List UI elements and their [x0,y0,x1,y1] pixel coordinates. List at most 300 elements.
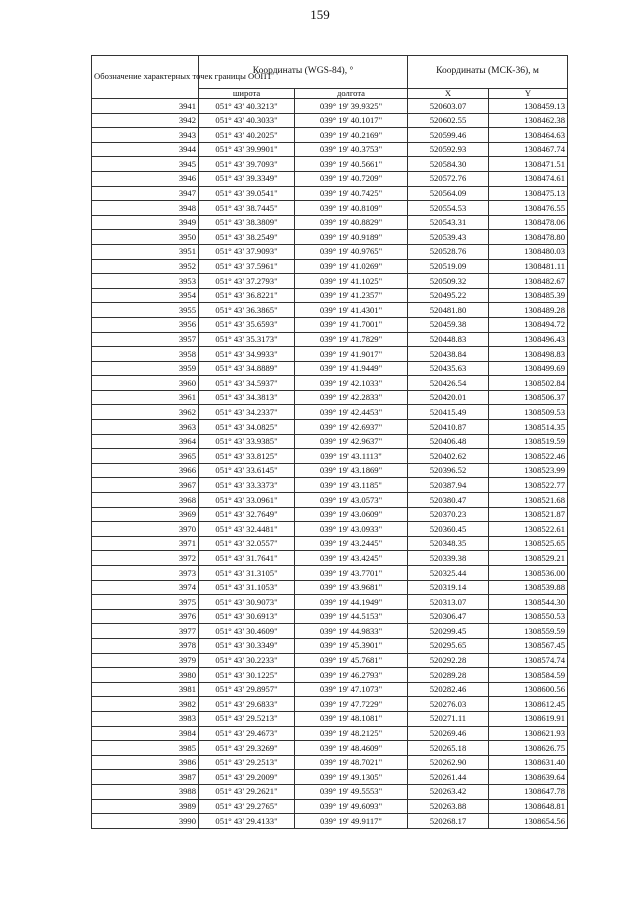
longitude-cell: 039° 19' 45.3901" [295,638,408,653]
y-cell: 1308462.38 [489,113,568,128]
y-cell: 1308584.59 [489,668,568,683]
table-row [92,171,568,186]
longitude-cell: 039° 19' 40.9189" [295,230,408,245]
y-cell: 1308521.68 [489,493,568,508]
x-cell: 520271.11 [408,711,489,726]
latitude-cell: 051° 43' 36.8221" [199,288,295,303]
latitude-cell: 051° 43' 29.6833" [199,697,295,712]
y-cell: 1308464.63 [489,128,568,143]
table-row [92,244,568,259]
latitude-cell: 051° 43' 34.2337" [199,405,295,420]
y-cell: 1308647.78 [489,784,568,799]
latitude-cell: 051° 43' 33.6145" [199,463,295,478]
table-row [92,449,568,464]
table-row [92,755,568,770]
table-row [92,390,568,405]
longitude-cell: 039° 19' 40.8109" [295,201,408,216]
y-cell: 1308474.61 [489,171,568,186]
y-cell: 1308489.28 [489,303,568,318]
point-id-cell: 3969 [92,507,199,522]
y-cell: 1308522.77 [489,478,568,493]
table-row [92,668,568,683]
header-point-designation: Обозначение характерных точек границы ООПТ [92,56,199,99]
y-cell: 1308478.80 [489,230,568,245]
x-cell: 520438.84 [408,347,489,362]
header-y: Y [489,89,568,99]
latitude-cell: 051° 43' 32.4481" [199,522,295,537]
point-id-cell: 3963 [92,420,199,435]
x-cell: 520261.44 [408,770,489,785]
point-id-cell: 3985 [92,741,199,756]
longitude-cell: 039° 19' 41.7829" [295,332,408,347]
x-cell: 520380.47 [408,493,489,508]
x-cell: 520265.18 [408,741,489,756]
point-id-cell: 3962 [92,405,199,420]
latitude-cell: 051° 43' 31.3105" [199,566,295,581]
point-id-cell: 3972 [92,551,199,566]
latitude-cell: 051° 43' 39.0541" [199,186,295,201]
table-row [92,230,568,245]
y-cell: 1308519.59 [489,434,568,449]
y-cell: 1308471.51 [489,157,568,172]
table-row [92,142,568,157]
x-cell: 520448.83 [408,332,489,347]
table-row [92,711,568,726]
point-id-cell: 3976 [92,609,199,624]
longitude-cell: 039° 19' 44.5153" [295,609,408,624]
x-cell: 520360.45 [408,522,489,537]
x-cell: 520325.44 [408,566,489,581]
table-row [92,682,568,697]
table-row [92,274,568,289]
latitude-cell: 051° 43' 29.2621" [199,784,295,799]
x-cell: 520292.28 [408,653,489,668]
latitude-cell: 051° 43' 36.3865" [199,303,295,318]
longitude-cell: 039° 19' 41.4301" [295,303,408,318]
longitude-cell: 039° 19' 40.7209" [295,171,408,186]
y-cell: 1308478.06 [489,215,568,230]
x-cell: 520295.65 [408,638,489,653]
y-cell: 1308480.03 [489,244,568,259]
point-id-cell: 3965 [92,449,199,464]
point-id-cell: 3961 [92,390,199,405]
y-cell: 1308529.21 [489,551,568,566]
longitude-cell: 039° 19' 41.9017" [295,347,408,362]
x-cell: 520313.07 [408,595,489,610]
point-id-cell: 3953 [92,274,199,289]
x-cell: 520426.54 [408,376,489,391]
x-cell: 520495.22 [408,288,489,303]
y-cell: 1308523.99 [489,463,568,478]
x-cell: 520339.38 [408,551,489,566]
y-cell: 1308522.61 [489,522,568,537]
latitude-cell: 051° 43' 34.0825" [199,420,295,435]
table-row [92,478,568,493]
latitude-cell: 051° 43' 29.4133" [199,814,295,829]
table-body [92,99,568,829]
x-cell: 520435.63 [408,361,489,376]
point-id-cell: 3977 [92,624,199,639]
longitude-cell: 039° 19' 43.0573" [295,493,408,508]
table-row [92,288,568,303]
x-cell: 520276.03 [408,697,489,712]
point-id-cell: 3975 [92,595,199,610]
table-row [92,697,568,712]
latitude-cell: 051° 43' 39.3349" [199,171,295,186]
x-cell: 520396.52 [408,463,489,478]
latitude-cell: 051° 43' 29.4673" [199,726,295,741]
y-cell: 1308612.45 [489,697,568,712]
point-id-cell: 3944 [92,142,199,157]
x-cell: 520564.09 [408,186,489,201]
x-cell: 520554.53 [408,201,489,216]
table-row [92,536,568,551]
point-id-cell: 3982 [92,697,199,712]
page-number: 159 [310,7,330,22]
y-cell: 1308481.11 [489,259,568,274]
table-row [92,186,568,201]
point-id-cell: 3979 [92,653,199,668]
x-cell: 520572.76 [408,171,489,186]
latitude-cell: 051° 43' 34.9933" [199,347,295,362]
longitude-cell: 039° 19' 40.3753" [295,142,408,157]
table-row [92,303,568,318]
x-cell: 520306.47 [408,609,489,624]
y-cell: 1308467.74 [489,142,568,157]
longitude-cell: 039° 19' 39.9325" [295,99,408,114]
y-cell: 1308514.35 [489,420,568,435]
coordinates-table [91,55,568,829]
longitude-cell: 039° 19' 48.7021" [295,755,408,770]
header-wgs84: Координаты (WGS-84), ° [199,56,408,89]
x-cell: 520387.94 [408,478,489,493]
table-row [92,595,568,610]
longitude-cell: 039° 19' 43.4245" [295,551,408,566]
x-cell: 520584.30 [408,157,489,172]
point-id-cell: 3990 [92,814,199,829]
latitude-cell: 051° 43' 30.6913" [199,609,295,624]
longitude-cell: 039° 19' 43.0933" [295,522,408,537]
latitude-cell: 051° 43' 29.5213" [199,711,295,726]
longitude-cell: 039° 19' 44.1949" [295,595,408,610]
point-id-cell: 3958 [92,347,199,362]
longitude-cell: 039° 19' 40.1017" [295,113,408,128]
point-id-cell: 3964 [92,434,199,449]
latitude-cell: 051° 43' 34.3813" [199,390,295,405]
table-row [92,653,568,668]
latitude-cell: 051° 43' 32.0557" [199,536,295,551]
point-id-cell: 3970 [92,522,199,537]
y-cell: 1308654.56 [489,814,568,829]
table-row [92,741,568,756]
x-cell: 520299.45 [408,624,489,639]
longitude-cell: 039° 19' 42.2833" [295,390,408,405]
y-cell: 1308485.39 [489,288,568,303]
x-cell: 520602.55 [408,113,489,128]
latitude-cell: 051° 43' 30.1225" [199,668,295,683]
x-cell: 520402.62 [408,449,489,464]
latitude-cell: 051° 43' 33.0961" [199,493,295,508]
longitude-cell: 039° 19' 43.1113" [295,449,408,464]
latitude-cell: 051° 43' 33.9385" [199,434,295,449]
longitude-cell: 039° 19' 40.7425" [295,186,408,201]
y-cell: 1308494.72 [489,317,568,332]
x-cell: 520599.46 [408,128,489,143]
x-cell: 520268.17 [408,814,489,829]
y-cell: 1308522.46 [489,449,568,464]
longitude-cell: 039° 19' 47.7229" [295,697,408,712]
point-id-cell: 3968 [92,493,199,508]
y-cell: 1308475.13 [489,186,568,201]
latitude-cell: 051° 43' 31.7641" [199,551,295,566]
y-cell: 1308639.64 [489,770,568,785]
x-cell: 520282.46 [408,682,489,697]
latitude-cell: 051° 43' 31.1053" [199,580,295,595]
table-row [92,128,568,143]
y-cell: 1308476.55 [489,201,568,216]
table-row [92,405,568,420]
table-row [92,609,568,624]
latitude-cell: 051° 43' 34.5937" [199,376,295,391]
longitude-cell: 039° 19' 49.6093" [295,799,408,814]
point-id-cell: 3981 [92,682,199,697]
y-cell: 1308619.91 [489,711,568,726]
longitude-cell: 039° 19' 41.9449" [295,361,408,376]
point-id-cell: 3986 [92,755,199,770]
y-cell: 1308550.53 [489,609,568,624]
y-cell: 1308482.67 [489,274,568,289]
longitude-cell: 039° 19' 48.1081" [295,711,408,726]
table-row [92,259,568,274]
x-cell: 520481.80 [408,303,489,318]
longitude-cell: 039° 19' 42.4453" [295,405,408,420]
table-row [92,420,568,435]
y-cell: 1308600.56 [489,682,568,697]
table-row [92,113,568,128]
table-row [92,157,568,172]
y-cell: 1308539.88 [489,580,568,595]
point-id-cell: 3949 [92,215,199,230]
x-cell: 520410.87 [408,420,489,435]
latitude-cell: 051° 43' 29.3269" [199,741,295,756]
table-row [92,726,568,741]
x-cell: 520370.23 [408,507,489,522]
point-id-cell: 3948 [92,201,199,216]
longitude-cell: 039° 19' 40.9765" [295,244,408,259]
y-cell: 1308499.69 [489,361,568,376]
longitude-cell: 039° 19' 43.9681" [295,580,408,595]
header-msk36: Координаты (МСК-36), м [408,56,568,89]
point-id-cell: 3987 [92,770,199,785]
point-id-cell: 3983 [92,711,199,726]
point-id-cell: 3960 [92,376,199,391]
longitude-cell: 039° 19' 42.1033" [295,376,408,391]
longitude-cell: 039° 19' 42.9637" [295,434,408,449]
point-id-cell: 3955 [92,303,199,318]
table-row [92,638,568,653]
longitude-cell: 039° 19' 42.6937" [295,420,408,435]
x-cell: 520459.38 [408,317,489,332]
y-cell: 1308567.45 [489,638,568,653]
x-cell: 520319.14 [408,580,489,595]
longitude-cell: 039° 19' 43.7701" [295,566,408,581]
latitude-cell: 051° 43' 30.2233" [199,653,295,668]
header-latitude: широта [199,89,295,99]
latitude-cell: 051° 43' 30.9073" [199,595,295,610]
latitude-cell: 051° 43' 33.8125" [199,449,295,464]
longitude-cell: 039° 19' 44.9833" [295,624,408,639]
point-id-cell: 3945 [92,157,199,172]
y-cell: 1308502.84 [489,376,568,391]
table-row [92,814,568,829]
y-cell: 1308626.75 [489,741,568,756]
latitude-cell: 051° 43' 29.8957" [199,682,295,697]
table-row [92,99,568,114]
longitude-cell: 039° 19' 49.5553" [295,784,408,799]
latitude-cell: 051° 43' 37.2793" [199,274,295,289]
point-id-cell: 3974 [92,580,199,595]
point-id-cell: 3943 [92,128,199,143]
table-row [92,463,568,478]
point-id-cell: 3980 [92,668,199,683]
table-row [92,361,568,376]
longitude-cell: 039° 19' 46.2793" [295,668,408,683]
y-cell: 1308536.00 [489,566,568,581]
longitude-cell: 039° 19' 41.7001" [295,317,408,332]
table-row [92,784,568,799]
latitude-cell: 051° 43' 37.5961" [199,259,295,274]
x-cell: 520348.35 [408,536,489,551]
point-id-cell: 3978 [92,638,199,653]
y-cell: 1308574.74 [489,653,568,668]
table-row [92,507,568,522]
point-id-cell: 3959 [92,361,199,376]
header-x: X [408,89,489,99]
longitude-cell: 039° 19' 40.8829" [295,215,408,230]
longitude-cell: 039° 19' 48.4609" [295,741,408,756]
point-id-cell: 3984 [92,726,199,741]
y-cell: 1308544.30 [489,595,568,610]
latitude-cell: 051° 43' 37.9093" [199,244,295,259]
y-cell: 1308506.37 [489,390,568,405]
y-cell: 1308496.43 [489,332,568,347]
point-id-cell: 3973 [92,566,199,581]
y-cell: 1308621.93 [489,726,568,741]
longitude-cell: 039° 19' 43.1869" [295,463,408,478]
table-row [92,332,568,347]
point-id-cell: 3952 [92,259,199,274]
y-cell: 1308498.83 [489,347,568,362]
latitude-cell: 051° 43' 32.7649" [199,507,295,522]
longitude-cell: 039° 19' 43.0609" [295,507,408,522]
latitude-cell: 051° 43' 29.2009" [199,770,295,785]
table-row [92,580,568,595]
longitude-cell: 039° 19' 45.7681" [295,653,408,668]
latitude-cell: 051° 43' 30.4609" [199,624,295,639]
longitude-cell: 039° 19' 40.5661" [295,157,408,172]
y-cell: 1308648.81 [489,799,568,814]
table-row [92,522,568,537]
latitude-cell: 051° 43' 40.3033" [199,113,295,128]
x-cell: 520262.90 [408,755,489,770]
latitude-cell: 051° 43' 38.2549" [199,230,295,245]
table-row [92,317,568,332]
latitude-cell: 051° 43' 38.3809" [199,215,295,230]
x-cell: 520592.93 [408,142,489,157]
point-id-cell: 3988 [92,784,199,799]
latitude-cell: 051° 43' 34.8889" [199,361,295,376]
point-id-cell: 3967 [92,478,199,493]
table-row [92,566,568,581]
table-row [92,347,568,362]
point-id-cell: 3947 [92,186,199,201]
longitude-cell: 039° 19' 43.1185" [295,478,408,493]
y-cell: 1308509.53 [489,405,568,420]
table-row [92,434,568,449]
latitude-cell: 051° 43' 29.2765" [199,799,295,814]
x-cell: 520263.42 [408,784,489,799]
table-row [92,799,568,814]
table-header [92,56,568,99]
y-cell: 1308525.65 [489,536,568,551]
latitude-cell: 051° 43' 29.2513" [199,755,295,770]
table-row [92,376,568,391]
table-row [92,770,568,785]
x-cell: 520415.49 [408,405,489,420]
x-cell: 520263.88 [408,799,489,814]
x-cell: 520509.32 [408,274,489,289]
longitude-cell: 039° 19' 49.1305" [295,770,408,785]
table-row [92,201,568,216]
table-row [92,624,568,639]
y-cell: 1308631.40 [489,755,568,770]
latitude-cell: 051° 43' 35.6593" [199,317,295,332]
point-id-cell: 3941 [92,99,199,114]
point-id-cell: 3942 [92,113,199,128]
x-cell: 520603.07 [408,99,489,114]
longitude-cell: 039° 19' 41.1025" [295,274,408,289]
point-id-cell: 3950 [92,230,199,245]
point-id-cell: 3946 [92,171,199,186]
longitude-cell: 039° 19' 43.2445" [295,536,408,551]
point-id-cell: 3989 [92,799,199,814]
x-cell: 520269.46 [408,726,489,741]
point-id-cell: 3951 [92,244,199,259]
y-cell: 1308559.59 [489,624,568,639]
x-cell: 520519.09 [408,259,489,274]
latitude-cell: 051° 43' 35.3173" [199,332,295,347]
point-id-cell: 3957 [92,332,199,347]
latitude-cell: 051° 43' 39.9901" [199,142,295,157]
latitude-cell: 051° 43' 39.7093" [199,157,295,172]
x-cell: 520289.28 [408,668,489,683]
x-cell: 520539.43 [408,230,489,245]
point-id-cell: 3966 [92,463,199,478]
latitude-cell: 051° 43' 38.7445" [199,201,295,216]
latitude-cell: 051° 43' 40.3213" [199,99,295,114]
longitude-cell: 039° 19' 47.1073" [295,682,408,697]
x-cell: 520420.01 [408,390,489,405]
header-longitude: долгота [295,89,408,99]
latitude-cell: 051° 43' 30.3349" [199,638,295,653]
x-cell: 520543.31 [408,215,489,230]
y-cell: 1308459.13 [489,99,568,114]
latitude-cell: 051° 43' 40.2025" [199,128,295,143]
longitude-cell: 039° 19' 49.9117" [295,814,408,829]
longitude-cell: 039° 19' 40.2169" [295,128,408,143]
x-cell: 520406.48 [408,434,489,449]
longitude-cell: 039° 19' 41.2357" [295,288,408,303]
